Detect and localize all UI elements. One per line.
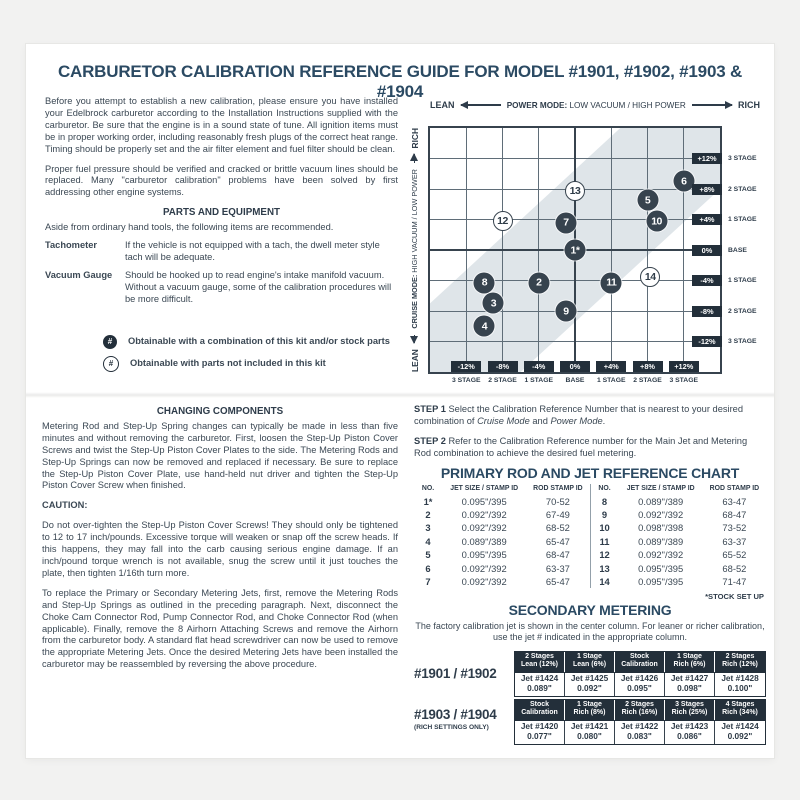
secondary-jet-cell — [615, 672, 665, 696]
cruise-mode-italic: Cruise Mode — [477, 415, 530, 426]
rod-stamp: 68-47 — [722, 508, 747, 520]
table-header-row — [414, 484, 590, 495]
chart-point-3: 3 — [483, 293, 504, 314]
header-line: Rich (12%) — [722, 661, 758, 669]
secondary-header-cell — [715, 652, 765, 672]
y-tick-stage: BASE — [728, 246, 747, 254]
y-tick-stage: 3 STAGE — [728, 155, 757, 162]
arrow-left-icon — [461, 104, 501, 106]
y-tick-stage: 3 STAGE — [728, 338, 757, 345]
parts-item-tachometer — [45, 240, 398, 264]
secondary-jet-cell — [715, 672, 765, 696]
x-tick-stage: BASE — [565, 377, 585, 384]
changing-components-column — [42, 404, 398, 679]
chart-point-4: 4 — [474, 316, 495, 337]
stock-setup-footnote: *STOCK SET UP — [705, 592, 764, 602]
table-row — [591, 575, 767, 588]
step-2-label: STEP 2 — [414, 435, 446, 446]
x-tick-box: 0% — [560, 361, 590, 372]
y-tick-box: +8% — [692, 184, 722, 195]
table-row — [591, 548, 767, 561]
x-tick-box: +8% — [633, 361, 663, 372]
jet-size: 0.095"/395 — [638, 575, 684, 587]
step-1 — [414, 404, 766, 428]
col-jet-size: JET SIZE / STAMP ID — [626, 484, 695, 492]
jet-line: 0.080" — [577, 730, 602, 741]
rod-stamp: 63-47 — [722, 495, 747, 507]
ref-no: 14 — [599, 575, 610, 587]
rod-stamp: 67-49 — [545, 508, 570, 520]
table-row — [414, 535, 590, 548]
x-tick-box: -12% — [451, 361, 481, 372]
jet-size: 0.089"/389 — [638, 535, 684, 547]
rod-stamp: 68-52 — [722, 562, 747, 574]
chart-plot-area — [428, 126, 722, 374]
header-line: 1 Stage — [577, 701, 602, 709]
header-line: Lean (12%) — [521, 661, 558, 669]
jet-size: 0.092"/392 — [461, 575, 507, 587]
x-tick-stage: 2 STAGE — [488, 377, 517, 384]
y-tick-stage: 2 STAGE — [728, 185, 757, 193]
x-tick-stage: 1 STAGE — [524, 377, 554, 384]
ref-no: 7 — [425, 575, 431, 587]
axis-lean-label: LEAN — [409, 349, 420, 372]
jet-line: 0.077" — [527, 730, 552, 741]
header-line: 2 Stages — [725, 653, 755, 661]
rod-stamp: 71-47 — [722, 575, 747, 587]
jet-size: 0.092"/392 — [461, 508, 507, 520]
secondary-jet-cell — [565, 720, 615, 744]
caution-label: CAUTION: — [42, 500, 88, 511]
header-line: Rich (16%) — [621, 709, 658, 717]
ref-no: 12 — [599, 549, 610, 561]
intro-paragraph-2: Proper fuel pressure should be verified and cracked or brittle vacuum lines should be replaced. Many "carburetor calibration" problems have been solved by first addressing other engine systems. — [45, 163, 398, 198]
secondary-jet-cell — [565, 672, 615, 696]
jet-line: Jet #1426 — [620, 673, 659, 683]
table-header-row — [591, 484, 767, 495]
primary-chart-heading: PRIMARY ROD AND JET REFERENCE CHART — [440, 464, 740, 481]
ref-no: 10 — [599, 522, 610, 534]
legend-kit-parts — [103, 335, 398, 349]
table-row — [414, 495, 590, 508]
filled-circle-icon: # — [103, 335, 117, 349]
secondary-header-cell — [715, 700, 765, 720]
jet-size: 0.092"/392 — [461, 522, 507, 534]
jet-size: 0.092"/392 — [638, 549, 684, 561]
rod-stamp: 68-52 — [545, 522, 570, 534]
chart-point-5: 5 — [637, 190, 658, 211]
secondary-header-cell — [615, 652, 665, 672]
y-tick-stage: 1 STAGE — [728, 216, 757, 223]
chart-point-8: 8 — [474, 272, 495, 293]
axis-rich-label: RICH — [738, 100, 761, 110]
primary-table-right-half — [590, 484, 767, 589]
secondary-jet-cell — [515, 720, 565, 744]
header-line: Rich (34%) — [722, 709, 758, 717]
col-jet-size: JET SIZE / STAMP ID — [450, 484, 519, 492]
arrow-left-icon — [414, 335, 416, 344]
secondary-header-cell — [515, 652, 565, 672]
jet-line: Jet #1428 — [721, 673, 759, 683]
intro-column — [45, 96, 398, 372]
jet-line: 0.083" — [627, 730, 652, 741]
header-line: Rich (8%) — [573, 709, 606, 717]
step-2 — [414, 436, 766, 460]
intro-paragraph-1: Before you attempt to establish a new calibration, please ensure you have installed your Edelbrock carburetor according to the Installation Instructions supplied with the carburetor. Be sure that the engine is in a sound state of tune. All ignition items must be in proper working order, including reasonably fresh plugs of the correct heat range. Timing should be properly set and the air filter element and fuel filter should be clean. — [45, 96, 398, 154]
secondary-metering-desc: The factory calibration jet is shown in the center column. For leaner or richer calibration, use the jet # indicated in the appropriate column. — [415, 621, 765, 643]
model-label: #1903 / #1904 — [414, 707, 497, 723]
model-note: (RICH SETTINGS ONLY) — [414, 724, 489, 732]
y-tick-box: 0% — [692, 245, 722, 256]
reference-chart-column — [414, 404, 766, 745]
cruise-mode-axis — [407, 128, 422, 372]
jet-line: Jet #1421 — [570, 721, 609, 731]
rod-stamp: 63-37 — [722, 535, 747, 547]
header-line: Rich (25%) — [671, 709, 708, 717]
jet-size: 0.092"/392 — [461, 562, 507, 574]
secondary-jet-cell — [515, 672, 565, 696]
secondary-table-1903-1904 — [414, 699, 766, 745]
x-tick-box: -8% — [488, 361, 518, 372]
jet-line: 0.092" — [577, 682, 602, 693]
secondary-jet-cell — [665, 720, 715, 744]
header-line: 2 Stages — [625, 701, 654, 709]
secondary-header-cell — [665, 652, 715, 672]
rod-stamp: 65-47 — [545, 535, 570, 547]
col-no: NO. — [598, 484, 611, 492]
chart-point-13: 13 — [565, 181, 585, 201]
changing-paragraph-1: Metering Rod and Step-Up Spring changes can typically be made in less than five minutes and without removing the carburetor. First, loosen the Step-Up Piston Cover Screws and twist the Step-Up Piston Cover Plates to the side. The Metering Rods and Step-Up Springs can now be removed and replaced if necessary. Be sure to replace the Step-Up Piston Cover Plate, use hand-held nut driver and tighten the Step-Up Piston Cover Screw when finished. — [42, 420, 398, 491]
parts-desc: Should be hooked up to read engine's intake manifold vacuum. Without a vacuum gauge, some of the calibration procedures will be more difficult. — [125, 269, 392, 304]
jet-line: 0.100" — [727, 682, 753, 693]
table-row — [591, 508, 767, 521]
power-mode-axis — [430, 99, 760, 111]
header-line: 1 Stage — [677, 653, 702, 661]
model-label-block — [414, 651, 514, 697]
calibration-chart — [428, 126, 774, 401]
table-row — [591, 521, 767, 534]
secondary-header-cell — [665, 700, 715, 720]
ref-no: 8 — [601, 495, 608, 507]
chart-point-10: 10 — [646, 211, 667, 232]
step-1-mid: and — [529, 415, 551, 426]
secondary-jet-cell — [715, 720, 765, 744]
jet-line: 0.095" — [627, 682, 652, 693]
parts-desc: If the vehicle is not equipped with a tach, the dwell meter style tach will be adequate. — [125, 240, 380, 262]
jet-line: Jet #1424 — [520, 673, 559, 683]
parts-term: Vacuum Gauge — [45, 269, 113, 280]
jet-size: 0.095"/395 — [461, 549, 507, 561]
rod-stamp: 65-52 — [722, 549, 747, 561]
x-tick-stage: 3 STAGE — [669, 377, 699, 384]
secondary-header-cell — [565, 700, 615, 720]
secondary-header-cell — [615, 700, 665, 720]
ref-no: 4 — [425, 535, 431, 547]
primary-reference-table — [414, 484, 766, 589]
col-rod-stamp: ROD STAMP ID — [533, 484, 583, 492]
ref-no: 5 — [425, 549, 431, 561]
rod-stamp: 63-37 — [545, 562, 570, 574]
chart-point-7: 7 — [555, 212, 576, 233]
header-line: 2 Stages — [525, 653, 554, 661]
jet-line: 0.092" — [727, 730, 753, 741]
changing-components-heading: CHANGING COMPONENTS — [156, 406, 284, 417]
y-tick-box: -12% — [692, 336, 722, 347]
y-tick-box: +4% — [692, 214, 722, 225]
chart-point-9: 9 — [555, 301, 576, 322]
ref-no: 1* — [423, 495, 433, 507]
parts-heading: PARTS AND EQUIPMENT — [162, 207, 281, 219]
header-line: 4 Stages — [725, 701, 755, 709]
axis-lean-label: LEAN — [430, 100, 455, 110]
ref-no: 3 — [425, 522, 431, 534]
jet-size: 0.092"/392 — [638, 508, 684, 520]
rod-stamp: 70-52 — [545, 495, 570, 507]
secondary-jet-cell — [615, 720, 665, 744]
rod-stamp: 68-47 — [545, 549, 570, 561]
power-mode-rest: LOW VACUUM / HIGH POWER — [567, 100, 686, 110]
step-2-text: Refer to the Calibration Reference number for the Main Jet and Metering Rod combination to achieve the desired fuel metering. — [414, 435, 748, 458]
model-label-block — [414, 699, 514, 745]
ref-no: 2 — [425, 508, 431, 520]
jet-line: 0.086" — [677, 730, 702, 741]
power-mode-bold: POWER MODE: — [506, 100, 568, 110]
table-row — [591, 495, 767, 508]
cruise-mode-rest: HIGH VACUUM / LOW POWER — [410, 169, 419, 275]
x-tick-box: -4% — [524, 361, 554, 372]
header-line: Lean (6%) — [572, 661, 607, 669]
jet-line: 0.098" — [677, 682, 702, 693]
y-tick-stage: 1 STAGE — [728, 277, 757, 284]
jet-line: Jet #1425 — [570, 673, 609, 683]
changing-paragraph-2: To replace the Primary or Secondary Metering Jets, first, remove the Metering Rods and Step-Up Springs as outlined in the preceding paragraph. Next, disconnect the Choke Cam Connector Rod, Pump Connector Rod, and Choke Connector Rod (when applicable). Finally, remove the 8 Airhorn Attaching Screws and remove the Airhorn from the carburetor body. A standard flat head screwdriver can now be used to remove the appropriate Metering Jets. Once the desired Metering Jets have been installed the carburetor may be reassembled by reversing the above procedure. — [42, 587, 398, 670]
rod-stamp: 65-47 — [545, 575, 570, 587]
ref-no: 9 — [601, 508, 608, 520]
col-rod-stamp: ROD STAMP ID — [709, 484, 760, 492]
y-tick-box: +12% — [692, 153, 722, 164]
y-tick-stage: 2 STAGE — [728, 307, 757, 315]
secondary-header-cell — [515, 700, 565, 720]
jet-line: Jet #1422 — [620, 721, 659, 731]
ref-no: 13 — [599, 562, 610, 574]
table-row — [591, 535, 767, 548]
x-tick-stage: 1 STAGE — [596, 377, 626, 384]
header-line: Stock — [629, 653, 650, 661]
x-tick-box: +12% — [669, 361, 699, 372]
jet-line: Jet #1424 — [721, 721, 759, 731]
ref-no: 11 — [599, 535, 610, 547]
chart-point-1: 1* — [565, 240, 586, 261]
page-title: CARBURETOR CALIBRATION REFERENCE GUIDE FOR MODEL #1901, #1902, #1903 & #1904 — [57, 62, 743, 101]
power-mode-italic: Power Mode — [550, 415, 603, 426]
axis-rich-label: RICH — [409, 128, 420, 149]
y-tick-box: -4% — [692, 275, 722, 286]
jet-line: 0.089" — [527, 682, 552, 693]
header-line: Stock — [529, 701, 550, 709]
table-row — [414, 548, 590, 561]
step-1-text: Select the Calibration Reference Number that is nearest to your desired combination of — [414, 404, 744, 426]
jet-size: 0.098"/398 — [638, 522, 684, 534]
x-tick-stage: 2 STAGE — [633, 377, 662, 384]
chart-point-12: 12 — [493, 211, 513, 231]
legend-not-included — [103, 356, 398, 372]
header-line: Calibration — [621, 661, 658, 669]
header-line: Rich (6%) — [673, 661, 706, 669]
primary-table-left-half — [414, 484, 590, 589]
chart-point-2: 2 — [528, 272, 549, 293]
secondary-table-1901-1902 — [414, 651, 766, 697]
open-circle-icon: # — [103, 356, 119, 372]
step-1-label: STEP 1 — [414, 404, 446, 414]
parts-intro: Aside from ordinary hand tools, the following items are recommended. — [45, 222, 334, 233]
secondary-metering-heading: SECONDARY METERING — [508, 602, 672, 619]
chart-point-14: 14 — [640, 267, 660, 287]
arrow-right-icon — [414, 154, 416, 163]
arrow-right-icon — [692, 104, 732, 106]
header-line: 3 Stages — [675, 701, 704, 709]
parts-term: Tachometer — [45, 240, 98, 251]
model-label: #1901 / #1902 — [414, 665, 497, 681]
jet-size: 0.089"/389 — [638, 495, 684, 507]
caution-paragraph: Do not over-tighten the Step-Up Piston Cover Screws! They should only be tightened to 12 to 17 inch/pounds. Excessive torque will weaken or snap off the screw heads. If this happens, they may fall into the carb causing serious engine damage. If an inch/pound torque wrench is not available, snug the screw until it just touches the plate, then tighten 1/16th turn more. — [42, 520, 398, 578]
table-row — [414, 508, 590, 521]
chart-point-11: 11 — [601, 272, 622, 293]
jet-line: Jet #1420 — [520, 721, 559, 731]
rod-stamp: 73-52 — [722, 522, 747, 534]
jet-line: Jet #1427 — [670, 673, 709, 683]
power-mode-label — [507, 101, 686, 110]
step-1-post: . — [602, 415, 606, 426]
parts-item-vacuum-gauge — [45, 270, 398, 306]
secondary-jet-cell — [665, 672, 715, 696]
x-tick-stage: 3 STAGE — [451, 377, 481, 384]
ref-no: 6 — [425, 562, 431, 574]
legend-text: Obtainable with parts not included in this kit — [130, 357, 326, 368]
cruise-mode-bold: CRUISE MODE: — [410, 274, 419, 329]
x-tick-box: +4% — [596, 361, 626, 372]
y-tick-box: -8% — [692, 306, 722, 317]
table-row — [414, 521, 590, 534]
legend-text: Obtainable with a combination of this kit and/or stock parts — [128, 335, 390, 346]
col-no: NO. — [421, 484, 435, 492]
jet-size: 0.095"/395 — [638, 562, 684, 574]
secondary-header-cell — [565, 652, 615, 672]
table-row — [591, 562, 767, 575]
table-row — [414, 575, 590, 588]
table-row — [414, 562, 590, 575]
jet-size: 0.095"/395 — [461, 495, 507, 507]
header-line: 1 Stage — [577, 653, 602, 661]
jet-line: Jet #1423 — [670, 721, 709, 731]
cruise-mode-label — [410, 169, 419, 329]
header-line: Calibration — [521, 709, 558, 717]
jet-size: 0.089"/389 — [461, 535, 507, 547]
chart-point-6: 6 — [673, 171, 694, 192]
